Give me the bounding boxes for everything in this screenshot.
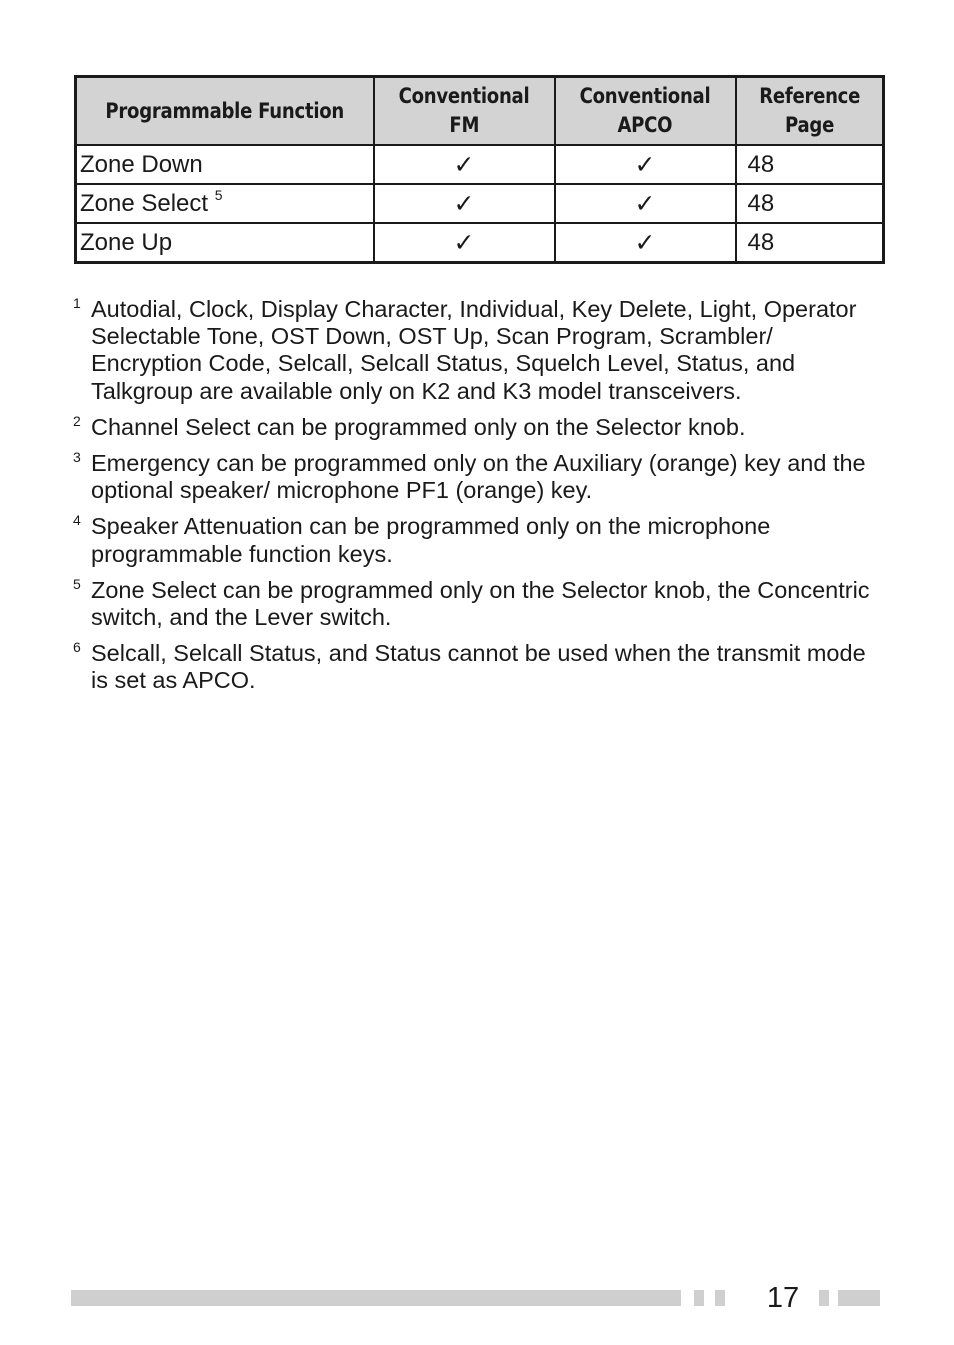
fm-checkmark: ✓ <box>374 145 555 184</box>
footnote-text: Selcall, Selcall Status, and Status cannot be used when the transmit mode is set as APCO. <box>91 640 866 694</box>
footnote-text: Emergency can be programmed only on the Auxiliary (orange) key and the optional speaker/ microphone PF1 (orange) key. <box>91 450 866 504</box>
apco-checkmark: ✓ <box>555 223 736 263</box>
function-name-cell: Zone Down <box>76 145 374 184</box>
fm-checkmark: ✓ <box>374 184 555 223</box>
apco-checkmark: ✓ <box>555 145 736 184</box>
reference-page-cell: 48 <box>736 145 884 184</box>
footnote-number: 4 <box>73 512 81 529</box>
function-name-cell: Zone Up <box>76 223 374 263</box>
apco-checkmark: ✓ <box>555 184 736 223</box>
footnote-ref: 5 <box>214 187 223 203</box>
table-row <box>76 223 884 263</box>
footnote <box>73 450 883 504</box>
footnote <box>73 296 883 405</box>
footnote <box>73 577 883 631</box>
footnote-number: 2 <box>73 412 81 429</box>
footnote-text: Speaker Attenuation can be programmed only on the microphone programmable function keys. <box>91 513 771 567</box>
table-row <box>76 184 884 223</box>
footer-square <box>694 1290 704 1306</box>
footnote <box>73 640 883 694</box>
footnote-text: Channel Select can be programmed only on the Selector knob. <box>91 413 746 440</box>
footer-bar-left <box>71 1290 681 1306</box>
header-programmable-function: Programmable Function <box>76 77 374 146</box>
footnote-text: Zone Select can be programmed only on the Selector knob, the Concentric switch, and the Lever switch. <box>91 576 870 631</box>
page-number: 17 <box>766 1282 800 1314</box>
footnote-text: Autodial, Clock, Display Character, Individual, Key Delete, Light, Operator Selectable Tone, OST Down, OST Up, Scan Program, Scrambler/ Encryption Code, Selcall, Selcall Status, Squelch Level, Status, and Talkgroup are available only on K2 and K3 model transceivers. <box>91 296 857 404</box>
footer-bar-right <box>838 1290 880 1306</box>
header-conventional-fm: Conventional FM <box>374 77 555 146</box>
footer-square <box>819 1290 829 1306</box>
header-conventional-apco: Conventional APCO <box>555 77 736 146</box>
header-reference-page: Reference Page <box>736 77 884 146</box>
footnote-number: 5 <box>73 575 81 592</box>
fm-checkmark: ✓ <box>374 223 555 263</box>
footnote-number: 6 <box>73 639 81 656</box>
function-table <box>74 75 885 264</box>
footnote-number: 3 <box>73 449 81 466</box>
footnotes <box>73 296 883 704</box>
table-header-row <box>76 77 884 146</box>
reference-page-cell: 48 <box>736 184 884 223</box>
footnote <box>73 414 883 441</box>
footer-square <box>715 1290 725 1306</box>
footnote-number: 1 <box>73 295 81 311</box>
footnote <box>73 513 883 567</box>
table-row <box>76 145 884 184</box>
reference-page-cell: 48 <box>736 223 884 263</box>
function-name-cell: Zone Select $^5$ <box>76 184 374 223</box>
